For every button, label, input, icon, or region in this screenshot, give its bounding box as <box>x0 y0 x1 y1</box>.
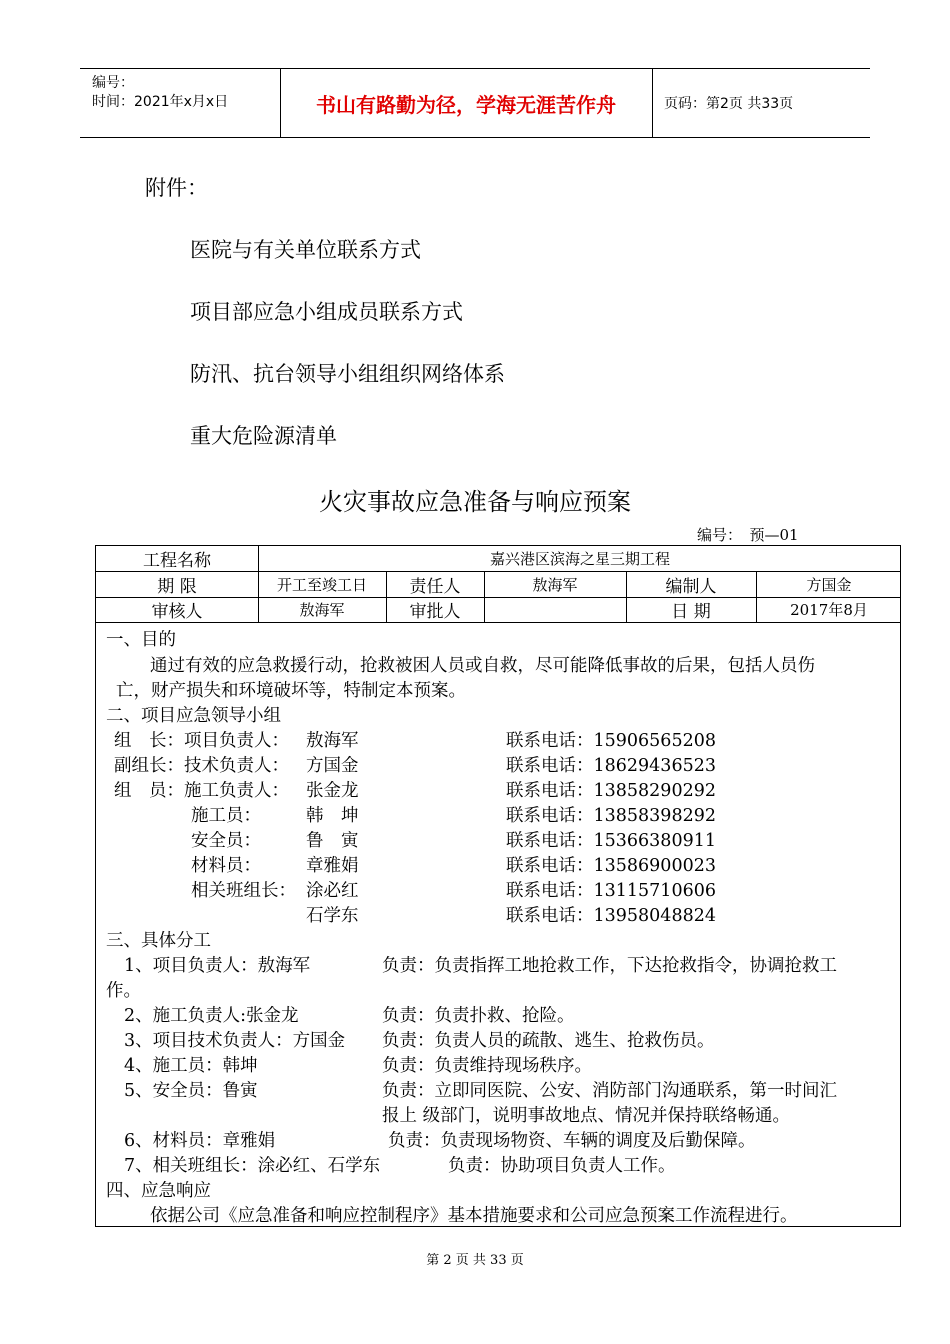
date: 2017年8月 <box>790 601 868 619</box>
header-motto: 书山有路勤为径，学海无涯苦作舟 <box>280 69 653 137</box>
member-role: 组 员：施工负责人： <box>114 781 289 801</box>
duty-desc: 负责：立即同医院、公安、消防部门沟通联系，第一时间汇 <box>382 1081 837 1101</box>
member-phone: 联系电话：15906565208 <box>506 731 716 751</box>
period-label: 期 限 <box>157 576 197 597</box>
duty-desc: 负责：负责维持现场秩序。 <box>382 1056 592 1076</box>
section3-title: 三、具体分工 <box>106 931 211 951</box>
duty-person: 2、施工负责人:张金龙 <box>124 1006 299 1026</box>
plan-table <box>95 545 901 1227</box>
duty-person: 4、施工员：韩坤 <box>124 1056 258 1076</box>
duty-person: 6、材料员：章雅娟 <box>124 1131 276 1151</box>
section1-title: 一、目的 <box>106 630 176 650</box>
duty-desc: 报上 级部门，说明事故地点、情况并保持联络畅通。 <box>382 1106 791 1126</box>
time-label: 时间：2021年x月x日 <box>92 94 229 110</box>
attachments-heading: 附件： <box>145 176 208 200</box>
header-page: 页码：第2页 共33页 <box>664 96 794 112</box>
duty-person: 3、项目技术负责人：方国金 <box>124 1031 346 1051</box>
member-name: 敖海军 <box>306 731 359 751</box>
member-role: 施工员： <box>191 806 261 826</box>
member-phone: 联系电话：15366380911 <box>506 831 716 851</box>
code-label: 编号： <box>92 75 134 91</box>
approver <box>484 597 626 622</box>
member-phone: 联系电话：13115710606 <box>506 881 716 901</box>
project-name-label: 工程名称 <box>143 551 211 571</box>
member-name: 涂必红 <box>306 881 359 901</box>
member-role: 副组长：技术负责人： <box>114 756 289 776</box>
member-phone: 联系电话：18629436523 <box>506 756 716 776</box>
doc-title: 火灾事故应急准备与响应预案 <box>319 488 631 516</box>
date-label: 日 期 <box>671 602 711 622</box>
member-role: 材料员： <box>191 856 261 876</box>
duty-desc: 负责：负责现场物资、车辆的调度及后勤保障。 <box>388 1131 756 1151</box>
section4-title: 四、应急响应 <box>106 1181 211 1201</box>
duty-person: 1、项目负责人：敖海军 <box>124 956 311 976</box>
member-role: 相关班组长： <box>191 881 296 901</box>
member-name: 石学东 <box>306 906 359 926</box>
reviewer-label: 审核人 <box>151 602 203 622</box>
member-name: 鲁 寅 <box>306 831 359 851</box>
compiler-label: 编制人 <box>665 576 717 597</box>
member-name: 张金龙 <box>306 781 359 801</box>
responsible: 敖海军 <box>532 575 578 594</box>
member-role: 安全员： <box>191 831 261 851</box>
duty-desc: 负责：负责指挥工地抢救工作，下达抢救指令，协调抢救工 <box>382 956 837 976</box>
attachment-item: 防汛、抗台领导小组组织网络体系 <box>190 362 505 386</box>
section1-text: 亡，财产损失和环境破坏等，特制定本预案。 <box>116 681 466 701</box>
section2-title: 二、项目应急领导小组 <box>106 706 281 726</box>
attachment-item: 重大危险源清单 <box>190 424 337 448</box>
member-phone: 联系电话：13858398292 <box>506 806 716 826</box>
period: 开工至竣工日 <box>276 575 367 594</box>
page-footer: 第 2 页 共 33 页 <box>426 1253 524 1268</box>
duty-desc: 作。 <box>106 981 141 1001</box>
duty-desc: 负责：负责人员的疏散、逃生、抢救伤员。 <box>382 1031 715 1051</box>
project-name: 嘉兴港区滨海之星三期工程 <box>489 550 670 568</box>
member-name: 章雅娟 <box>306 856 359 876</box>
member-role: 组 长：项目负责人： <box>114 731 289 751</box>
duty-person: 5、安全员：鲁寅 <box>124 1081 258 1101</box>
section4-text: 依据公司《应急准备和响应控制程序》基本措施要求和公司应急预案工作流程进行。 <box>150 1206 798 1226</box>
doc-code: 编号： 预—01 <box>697 526 799 544</box>
member-name: 方国金 <box>306 756 359 776</box>
duty-desc: 负责：协助项目负责人工作。 <box>448 1156 676 1176</box>
compiler: 方国金 <box>806 575 852 594</box>
member-phone: 联系电话：13586900023 <box>506 856 716 876</box>
member-name: 韩 坤 <box>306 806 359 826</box>
section1-text: 通过有效的应急救援行动，抢救被困人员或自救，尽可能降低事故的后果，包括人员伤 <box>150 656 815 676</box>
approver-label: 审批人 <box>409 602 461 622</box>
attachment-item: 项目部应急小组成员联系方式 <box>190 300 463 324</box>
responsible-label: 责任人 <box>409 576 461 597</box>
duty-person: 7、相关班组长：涂必红、石学东 <box>124 1156 381 1176</box>
attachment-item: 医院与有关单位联系方式 <box>190 238 421 262</box>
header-meta <box>80 69 281 137</box>
page-header <box>80 68 870 138</box>
duty-desc: 负责：负责扑救、抢险。 <box>382 1006 575 1026</box>
member-phone: 联系电话：13958048824 <box>506 906 716 926</box>
member-phone: 联系电话：13858290292 <box>506 781 716 801</box>
reviewer: 敖海军 <box>299 601 345 619</box>
